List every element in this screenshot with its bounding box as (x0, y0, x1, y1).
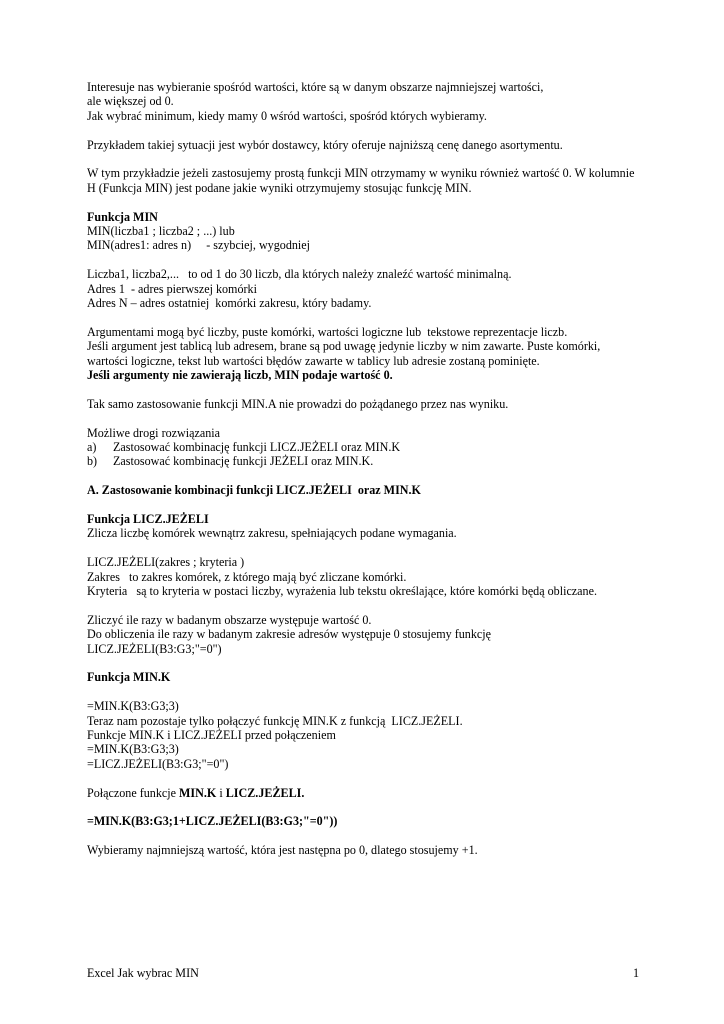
combined-f2: LICZ.JEŻELI. (225, 785, 305, 800)
intro-line-2: ale większej od 0. (87, 94, 174, 109)
mink-line-5: =LICZ.JEŻELI(B3:G3;"=0") (87, 756, 229, 771)
mink-line-1: =MIN.K(B3:G3;3) (87, 699, 179, 714)
countif-example-line-2: Do obliczenia ile razy w badanym zakresie adresów występuje 0 stosujemy funkcję (87, 627, 491, 642)
section-a-heading: A. Zastosowanie kombinacji funkcji LICZ.JEŻELI oraz MIN.K (87, 483, 421, 498)
page-number: 1 (632, 966, 639, 980)
intro-line-3: Jak wybrać minimum, kiedy mamy 0 wśród wartości, spośród których wybieramy. (87, 108, 487, 123)
countif-syntax-line-2: Zakres to zakres komórek, z którego mają być zliczane komórki. (87, 569, 407, 584)
min-syntax-line-1: MIN(liczba1 ; liczba2 ; ...) lub (87, 224, 235, 239)
list-item-text: Zastosować kombinację funkcji JEŻELI oraz MIN.K. (113, 454, 374, 469)
mink-line-3: Funkcje MIN.K i LICZ.JEŻELI przed połączeniem (87, 728, 336, 743)
combined-mid: i (216, 785, 226, 800)
list-item-text: Zastosować kombinację funkcji LICZ.JEŻELI oraz MIN.K (113, 440, 401, 455)
countif-heading: Funkcja LICZ.JEŻELI (87, 512, 209, 527)
countif-syntax-line-1: LICZ.JEŻELI(zakres ; kryteria ) (87, 555, 245, 570)
footer-title: Excel Jak wybrac MIN (87, 966, 199, 980)
countif-syntax-line-3: Kryteria są to kryteria w postaci liczby, wyrażenia lub tekstu określające, które komórki będą obliczane. (87, 584, 597, 599)
mina-note: Tak samo zastosowanie funkcji MIN.A nie prowadzi do pożądanego przez nas wyniku. (87, 396, 509, 411)
ways-intro: Możliwe drogi rozwiązania (87, 425, 220, 440)
list-item (87, 440, 647, 454)
min-heading: Funkcja MIN (87, 209, 158, 224)
min-syntax-line-2: MIN(adres1: adres n) - szybciej, wygodniej (87, 238, 310, 253)
arg-rules-line-3: wartości logiczne, tekst lub wartości błędów zawarte w tablicy lub adresie zostaną pominięte. (87, 353, 540, 368)
document-body (87, 80, 647, 858)
combined-functions (87, 786, 647, 800)
arg-rules-bold: Jeśli argumenty nie zawierają liczb, MIN podaje wartość 0. (87, 368, 393, 383)
final-formula: =MIN.K(B3:G3;1+LICZ.JEŻELI(B3:G3;"=0")) (87, 814, 338, 829)
min-explanation-line-1: W tym przykładzie jeżeli zastosujemy prostą funkcji MIN otrzymamy w wyniku również wartość 0. W kolumnie (87, 166, 635, 181)
example-paragraph: Przykładem takiej sytuacji jest wybór dostawcy, który oferuje najniższą cenę danego asortymentu. (87, 137, 563, 152)
mink-line-2: Teraz nam pozostaje tylko połączyć funkcję MIN.K z funkcją LICZ.JEŻELI. (87, 713, 463, 728)
countif-example-line-3: LICZ.JEŻELI(B3:G3;"=0") (87, 641, 222, 656)
min-explanation-line-2: H (Funkcja MIN) jest podane jakie wyniki otrzymujemy stosując funkcję MIN. (87, 180, 472, 195)
countif-example-line-1: Zliczyć ile razy w badanym obszarze występuje wartość 0. (87, 612, 372, 627)
closing-paragraph: Wybieramy najmniejszą wartość, która jest następna po 0, dlatego stosujemy +1. (87, 843, 478, 858)
mink-heading: Funkcja MIN.K (87, 670, 171, 685)
args-line-3: Adres N – adres ostatniej komórki zakresu, który badamy. (87, 296, 372, 311)
args-line-1: Liczba1, liczba2,... to od 1 do 30 liczb, dla których należy znaleźć wartość minimalną. (87, 267, 512, 282)
list-marker: b) (87, 454, 98, 469)
arg-rules-line-2: Jeśli argument jest tablicą lub adresem, brane są pod uwagę jedynie liczby w nim zawarte. Puste komórki, (87, 339, 601, 354)
page-footer (87, 966, 639, 980)
arg-rules-line-1: Argumentami mogą być liczby, puste komórki, wartości logiczne lub tekstowe reprezentacje liczb. (87, 324, 568, 339)
args-line-2: Adres 1 - adres pierwszej komórki (87, 281, 257, 296)
list-marker: a) (87, 440, 97, 455)
combined-f1: MIN.K (179, 785, 217, 800)
list-item (87, 454, 647, 468)
intro-line-1: Interesuje nas wybieranie spośród wartości, które są w danym obszarze najmniejszej wartości, (87, 80, 544, 94)
mink-line-4: =MIN.K(B3:G3;3) (87, 742, 179, 757)
countif-description: Zlicza liczbę komórek wewnątrz zakresu, spełniających podane wymagania. (87, 526, 457, 541)
combined-prefix: Połączone funkcje (87, 785, 180, 800)
